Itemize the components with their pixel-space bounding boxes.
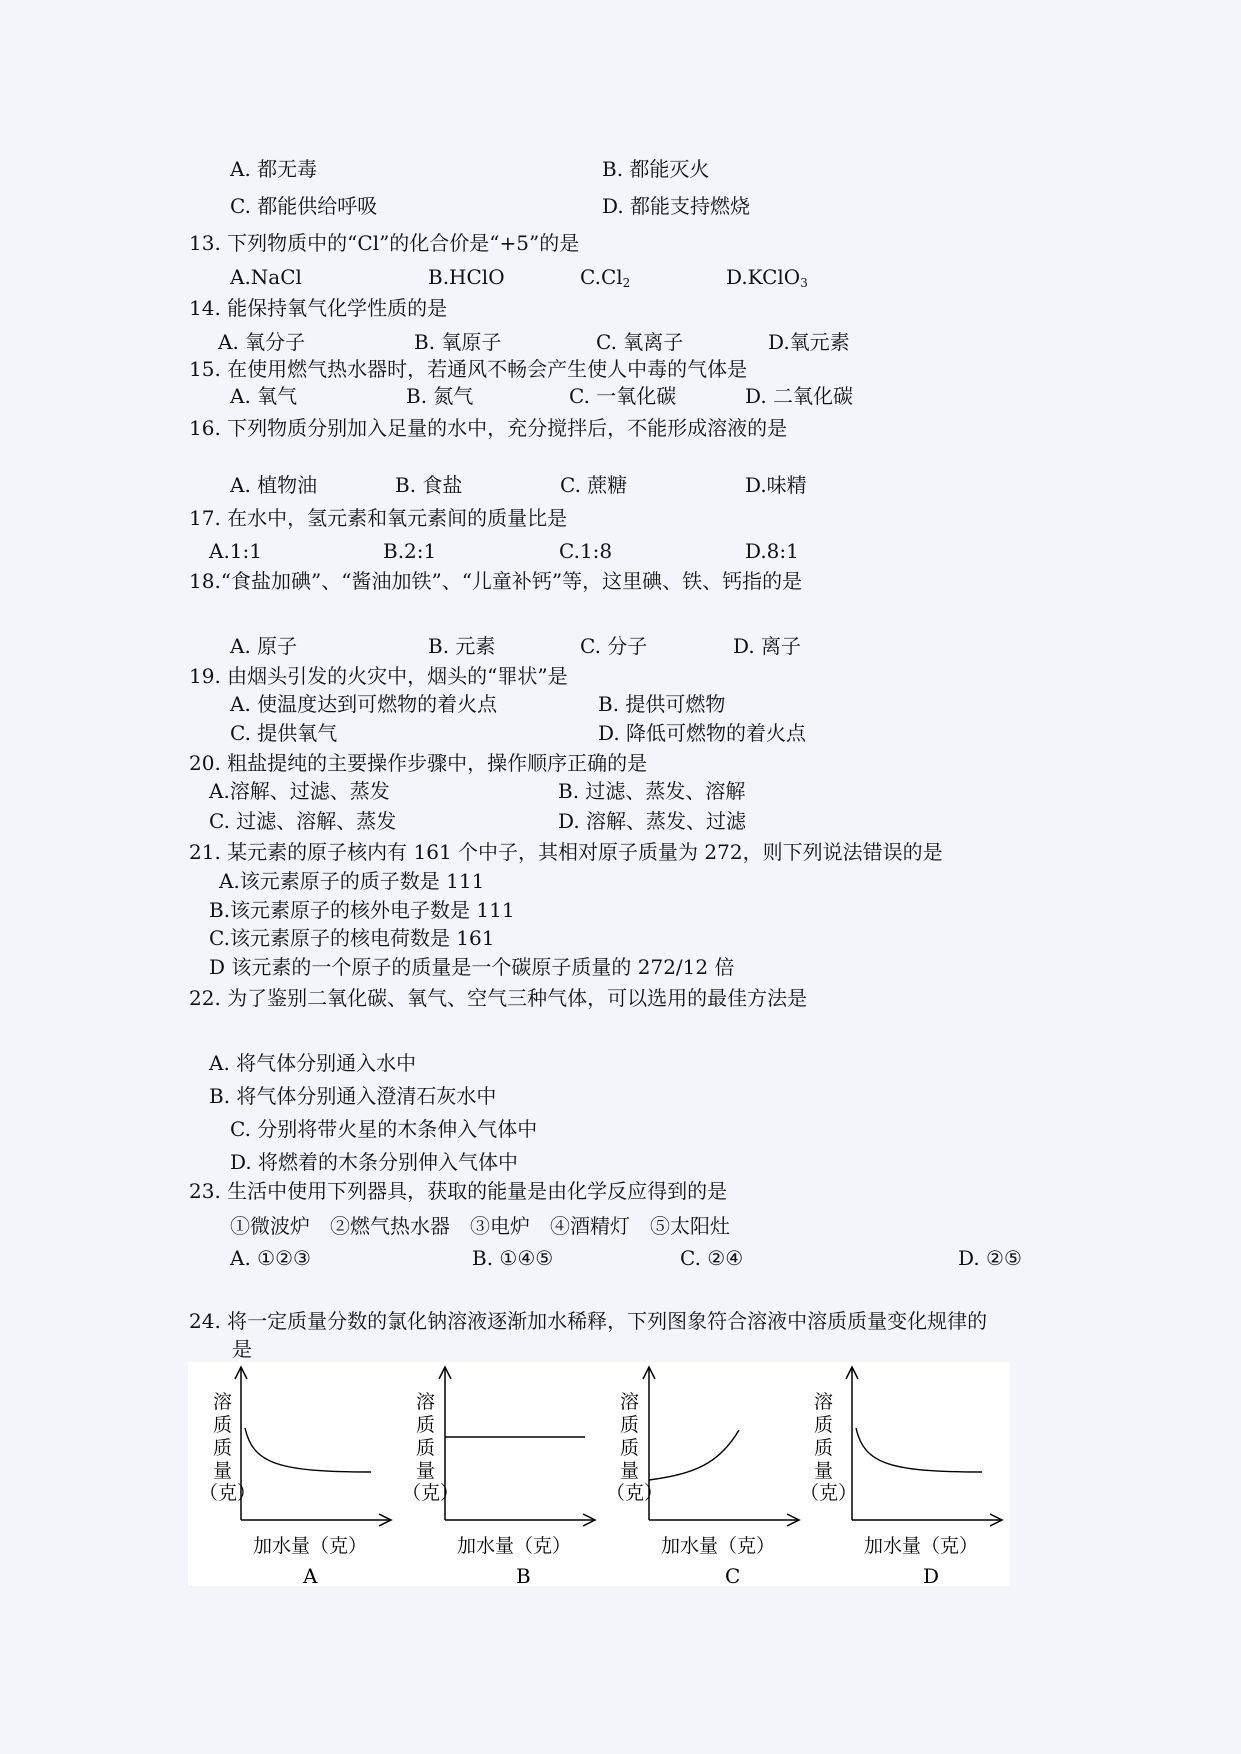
q23-option-d: D. ②⑤ xyxy=(958,1246,1022,1270)
q15-option-d: D. 二氧化碳 xyxy=(745,384,854,408)
q13-option-c: $C.Cl_2$ xyxy=(580,265,631,290)
graph-c-y-label-char: 质 xyxy=(620,1414,640,1436)
graph-d-y-label-char: （克） xyxy=(800,1482,858,1504)
q20-option-a: A.溶解、过滤、蒸发 xyxy=(209,779,390,803)
graph-a-caption: A xyxy=(303,1564,318,1586)
q16-stem: 16. 下列物质分别加入足量的水中，充分搅拌后，不能形成溶液的是 xyxy=(189,416,788,440)
graph-c-y-label-char: 量 xyxy=(620,1460,640,1482)
graph-c-y-label-char: 溶 xyxy=(620,1391,640,1413)
q23-stem: 23. 生活中使用下列器具，获取的能量是由化学反应得到的是 xyxy=(189,1179,728,1203)
q14-option-c: C. 氧离子 xyxy=(596,330,684,354)
graph-b-y-label-char: 溶 xyxy=(416,1391,436,1413)
q12-option-a: A. 都无毒 xyxy=(230,157,318,181)
q12-option-c: C. 都能供给呼吸 xyxy=(230,194,378,218)
q18-stem: 18.“食盐加碘”、“酱油加铁”、“儿童补钙”等，这里碘、铁、钙指的是 xyxy=(189,569,803,593)
q18-option-c: C. 分子 xyxy=(580,634,648,658)
q19-option-a: A. 使温度达到可燃物的着火点 xyxy=(230,692,498,716)
q24-graphs-figure xyxy=(188,1362,1010,1586)
graph-b-y-label-char: （克） xyxy=(402,1482,460,1504)
graph-b-y-label-char: 量 xyxy=(416,1460,436,1482)
q12-option-b: B. 都能灭火 xyxy=(602,157,710,181)
graph-b-caption: B xyxy=(516,1564,531,1586)
q24-stem-line1: 24. 将一定质量分数的氯化钠溶液逐渐加水稀释，下列图象符合溶液中溶质质量变化规律的 xyxy=(189,1309,988,1333)
q20-option-b: B. 过滤、蒸发、溶解 xyxy=(558,779,746,803)
q14-stem: 14. 能保持氧气化学性质的是 xyxy=(189,296,448,320)
q13-option-a: A.NaCl xyxy=(230,265,302,289)
q18-option-b: B. 元素 xyxy=(428,634,496,658)
graph-d-y-label-char: 溶 xyxy=(814,1391,834,1413)
q13-stem: 13. 下列物质中的“Cl”的化合价是“+5”的是 xyxy=(189,231,580,255)
graph-b-y-label-char: 质 xyxy=(416,1414,436,1436)
q13-option-d: D.KClO$_3$ xyxy=(726,265,808,290)
graph-a-y-label-char: 质 xyxy=(213,1414,233,1436)
q19-option-b: B. 提供可燃物 xyxy=(598,692,726,716)
graph-c-x-label: 加水量（克） xyxy=(661,1535,776,1557)
q14-option-b: B. 氧原子 xyxy=(414,330,502,354)
q23-option-a: A. ①②③ xyxy=(230,1246,311,1270)
q23-items: ①微波炉 ②燃气热水器 ③电炉 ④酒精灯 ⑤太阳灶 xyxy=(230,1214,730,1238)
graph-d-caption: D xyxy=(923,1564,940,1586)
q21-option-d: D 该元素的一个原子的质量是一个碳原子质量的 272/12 倍 xyxy=(209,955,735,979)
graph-a-y-label-char: 量 xyxy=(213,1460,233,1482)
q14-option-d: D.氧元素 xyxy=(768,330,850,354)
q16-option-c: C. 蔗糖 xyxy=(560,473,628,497)
graph-b-y-label-char: 质 xyxy=(416,1437,436,1459)
graph-c-y-label-char: （克） xyxy=(606,1482,664,1504)
q20-option-c: C. 过滤、溶解、蒸发 xyxy=(209,809,397,833)
q13-option-b: B.HClO xyxy=(428,265,505,289)
q15-option-c: C. 一氧化碳 xyxy=(569,384,677,408)
q19-option-d: D. 降低可燃物的着火点 xyxy=(598,721,807,745)
q24-graphs-svg xyxy=(188,1362,1010,1586)
graph-a-y-label-char: 溶 xyxy=(213,1391,233,1413)
q20-stem: 20. 粗盐提纯的主要操作步骤中，操作顺序正确的是 xyxy=(189,751,648,775)
q20-option-d: D. 溶解、蒸发、过滤 xyxy=(558,809,747,833)
graph-a-y-label-char: 质 xyxy=(213,1437,233,1459)
graph-d-y-label-char: 质 xyxy=(814,1437,834,1459)
q21-option-a: A.该元素原子的质子数是 111 xyxy=(219,869,485,893)
q12-option-d: D. 都能支持燃烧 xyxy=(602,194,751,218)
graph-a-curve xyxy=(245,1428,371,1472)
q16-option-d: D.味精 xyxy=(745,473,807,497)
q17-option-c: C.1:8 xyxy=(559,539,613,563)
q18-option-a: A. 原子 xyxy=(230,634,298,658)
q15-stem: 15. 在使用燃气热水器时，若通风不畅会产生使人中毒的气体是 xyxy=(189,357,748,381)
q17-stem: 17. 在水中，氢元素和氧元素间的质量比是 xyxy=(189,506,568,530)
q19-stem: 19. 由烟头引发的火灾中，烟头的“罪状”是 xyxy=(189,664,568,688)
q24-stem-line2: 是 xyxy=(232,1337,252,1361)
q17-option-b: B.2:1 xyxy=(383,539,437,563)
graph-d-curve xyxy=(856,1428,982,1472)
q17-option-a: A.1:1 xyxy=(209,539,262,563)
graph-c-curve xyxy=(649,1430,739,1480)
graph-c-y-label-char: 质 xyxy=(620,1437,640,1459)
graph-a-y-label-char: （克） xyxy=(199,1482,257,1504)
q23-option-b: B. ①④⑤ xyxy=(472,1246,554,1270)
q19-option-c: C. 提供氧气 xyxy=(230,721,338,745)
q21-option-c: C.该元素原子的核电荷数是 161 xyxy=(209,926,495,950)
graph-c-caption: C xyxy=(725,1564,741,1586)
q22-option-d: D. 将燃着的木条分别伸入气体中 xyxy=(230,1150,519,1174)
q21-option-b: B.该元素原子的核外电子数是 111 xyxy=(209,898,515,922)
q15-option-b: B. 氮气 xyxy=(406,384,474,408)
q18-option-d: D. 离子 xyxy=(733,634,802,658)
q15-option-a: A. 氧气 xyxy=(230,384,298,408)
graph-d-y-label-char: 质 xyxy=(814,1414,834,1436)
q22-stem: 22. 为了鉴别二氧化碳、氧气、空气三种气体，可以选用的最佳方法是 xyxy=(189,986,808,1010)
q22-option-a: A. 将气体分别通入水中 xyxy=(209,1051,417,1075)
q23-option-c: C. ②④ xyxy=(680,1246,744,1270)
graph-d-y-label-char: 量 xyxy=(814,1460,834,1482)
q17-option-d: D.8:1 xyxy=(745,539,799,563)
q22-option-b: B. 将气体分别通入澄清石灰水中 xyxy=(209,1084,497,1108)
graph-d-x-label: 加水量（克） xyxy=(864,1535,979,1557)
graph-b-x-label: 加水量（克） xyxy=(457,1535,572,1557)
q22-option-c: C. 分别将带火星的木条伸入气体中 xyxy=(230,1117,538,1141)
q14-option-a: A. 氧分子 xyxy=(218,330,306,354)
q16-option-b: B. 食盐 xyxy=(395,473,463,497)
graph-a-x-label: 加水量（克） xyxy=(253,1535,368,1557)
q21-stem: 21. 某元素的原子核内有 161 个中子，其相对原子质量为 272，则下列说法错误的是 xyxy=(189,840,943,864)
q16-option-a: A. 植物油 xyxy=(230,473,318,497)
